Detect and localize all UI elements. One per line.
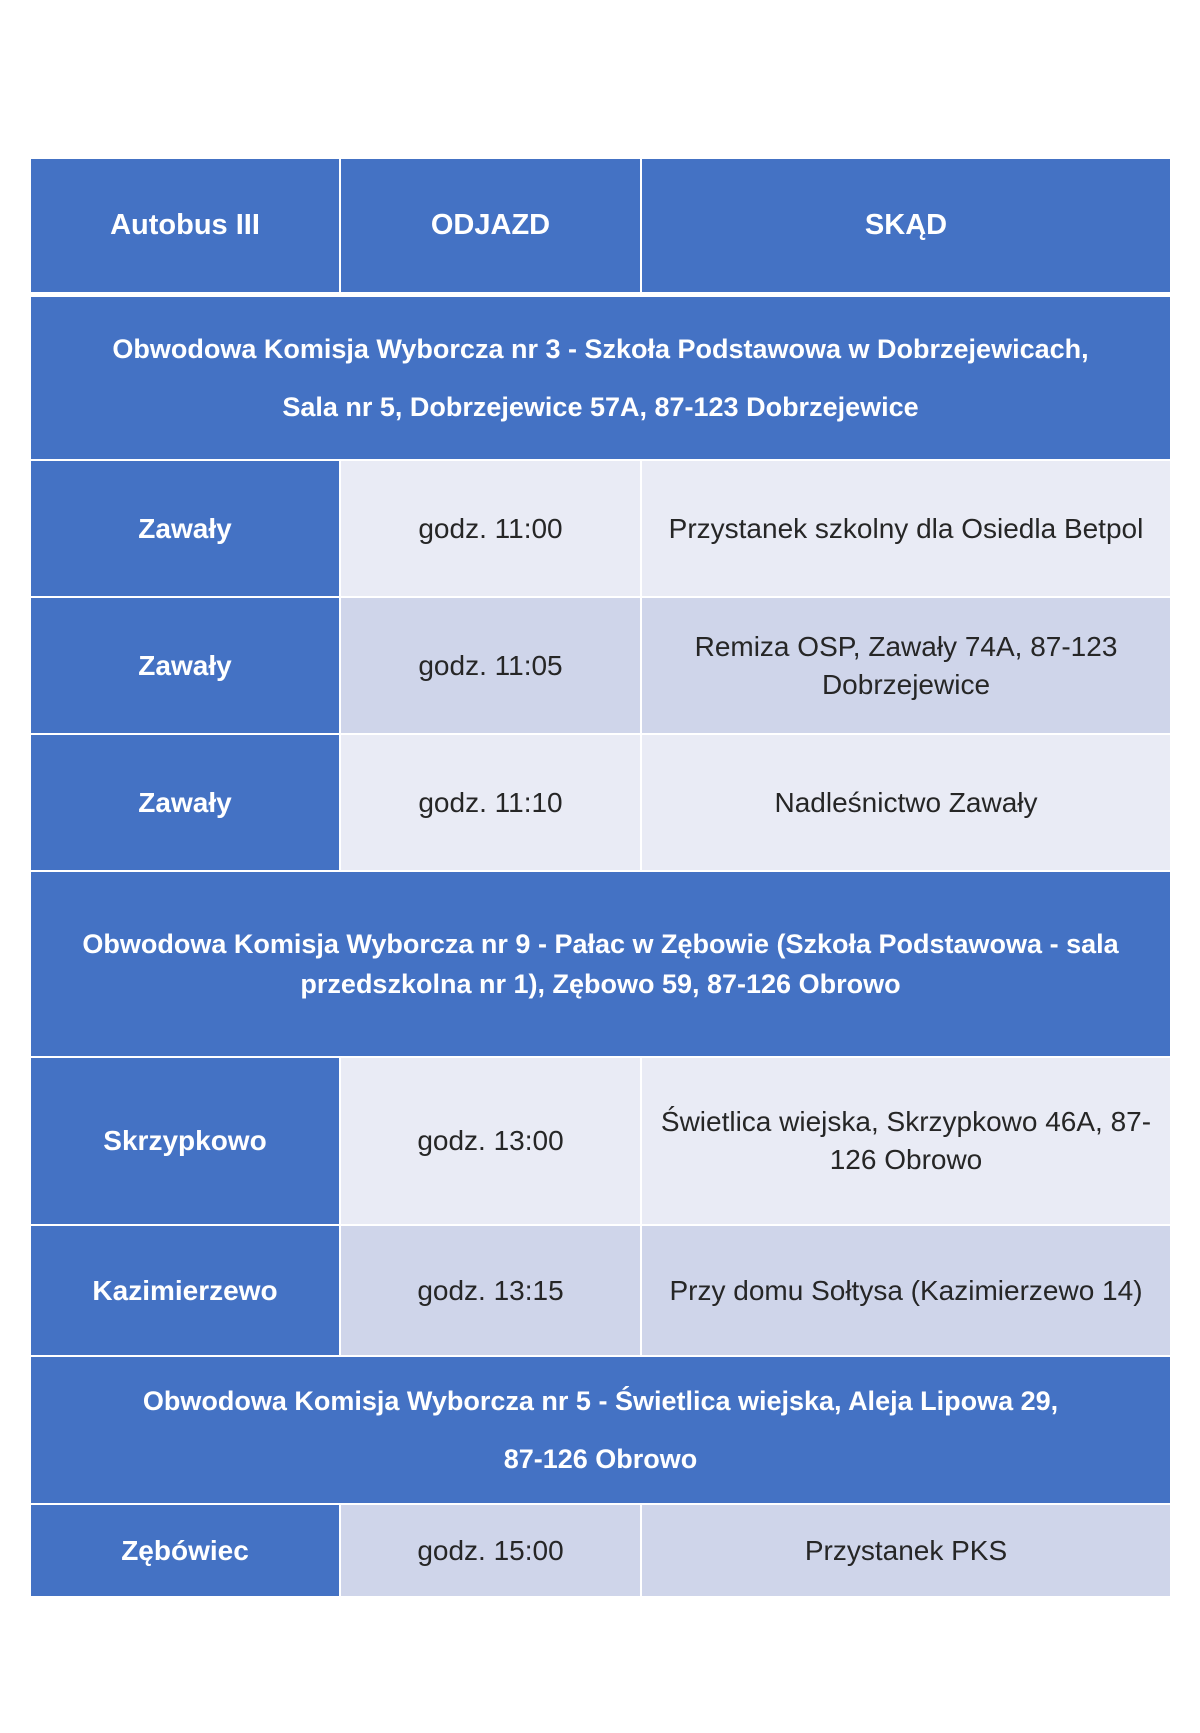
departure-time: godz. 13:00: [341, 1058, 642, 1224]
pickup-location: Nadleśnictwo Zawały: [642, 735, 1170, 870]
section-title-commission-3: [31, 297, 1170, 461]
header-from: SKĄD: [642, 159, 1170, 292]
section-title-commission-5: [31, 1357, 1170, 1505]
section-title-line: Obwodowa Komisja Wyborcza nr 9 - Pałac w Zębowie (Szkoła Podstawowa - sala: [82, 929, 1119, 959]
departure-time: godz. 11:05: [341, 598, 642, 733]
table-row: [31, 461, 1170, 598]
departure-time: godz. 11:00: [341, 461, 642, 596]
departure-time: godz. 11:10: [341, 735, 642, 870]
pickup-location: Remiza OSP, Zawały 74A, 87-123 Dobrzejewice: [642, 598, 1170, 733]
pickup-location: Przy domu Sołtysa (Kazimierzewo 14): [642, 1226, 1170, 1355]
pickup-location: Przystanek szkolny dla Osiedla Betpol: [642, 461, 1170, 596]
table-header-row: [31, 159, 1170, 297]
table-row: [31, 1226, 1170, 1357]
header-departure: ODJAZD: [341, 159, 642, 292]
table-row: [31, 1505, 1170, 1598]
bus-schedule-table: [31, 159, 1170, 1598]
stop-name: Skrzypkowo: [31, 1058, 341, 1224]
section-title-commission-9: [31, 872, 1170, 1058]
section-title-line: Obwodowa Komisja Wyborcza nr 3 - Szkoła Podstawowa w Dobrzejewicach,: [112, 334, 1089, 364]
section-title-line: przedszkolna nr 1), Zębowo 59, 87-126 Obrowo: [300, 969, 901, 999]
stop-name: Zawały: [31, 735, 341, 870]
stop-name: Zawały: [31, 598, 341, 733]
header-bus-number: Autobus III: [31, 159, 341, 292]
table-row: [31, 735, 1170, 872]
section-title-line: Obwodowa Komisja Wyborcza nr 5 - Świetlica wiejska, Aleja Lipowa 29,: [142, 1386, 1059, 1416]
table-row: [31, 1058, 1170, 1226]
section-title-line: 87-126 Obrowo: [503, 1444, 698, 1474]
stop-name: Zębówiec: [31, 1505, 341, 1596]
stop-name: Kazimierzewo: [31, 1226, 341, 1355]
section-title-line: Sala nr 5, Dobrzejewice 57A, 87-123 Dobrzejewice: [282, 392, 919, 422]
stop-name: Zawały: [31, 461, 341, 596]
table-row: [31, 598, 1170, 735]
pickup-location: Świetlica wiejska, Skrzypkowo 46A, 87-126 Obrowo: [642, 1058, 1170, 1224]
departure-time: godz. 13:15: [341, 1226, 642, 1355]
departure-time: godz. 15:00: [341, 1505, 642, 1596]
pickup-location: Przystanek PKS: [642, 1505, 1170, 1596]
